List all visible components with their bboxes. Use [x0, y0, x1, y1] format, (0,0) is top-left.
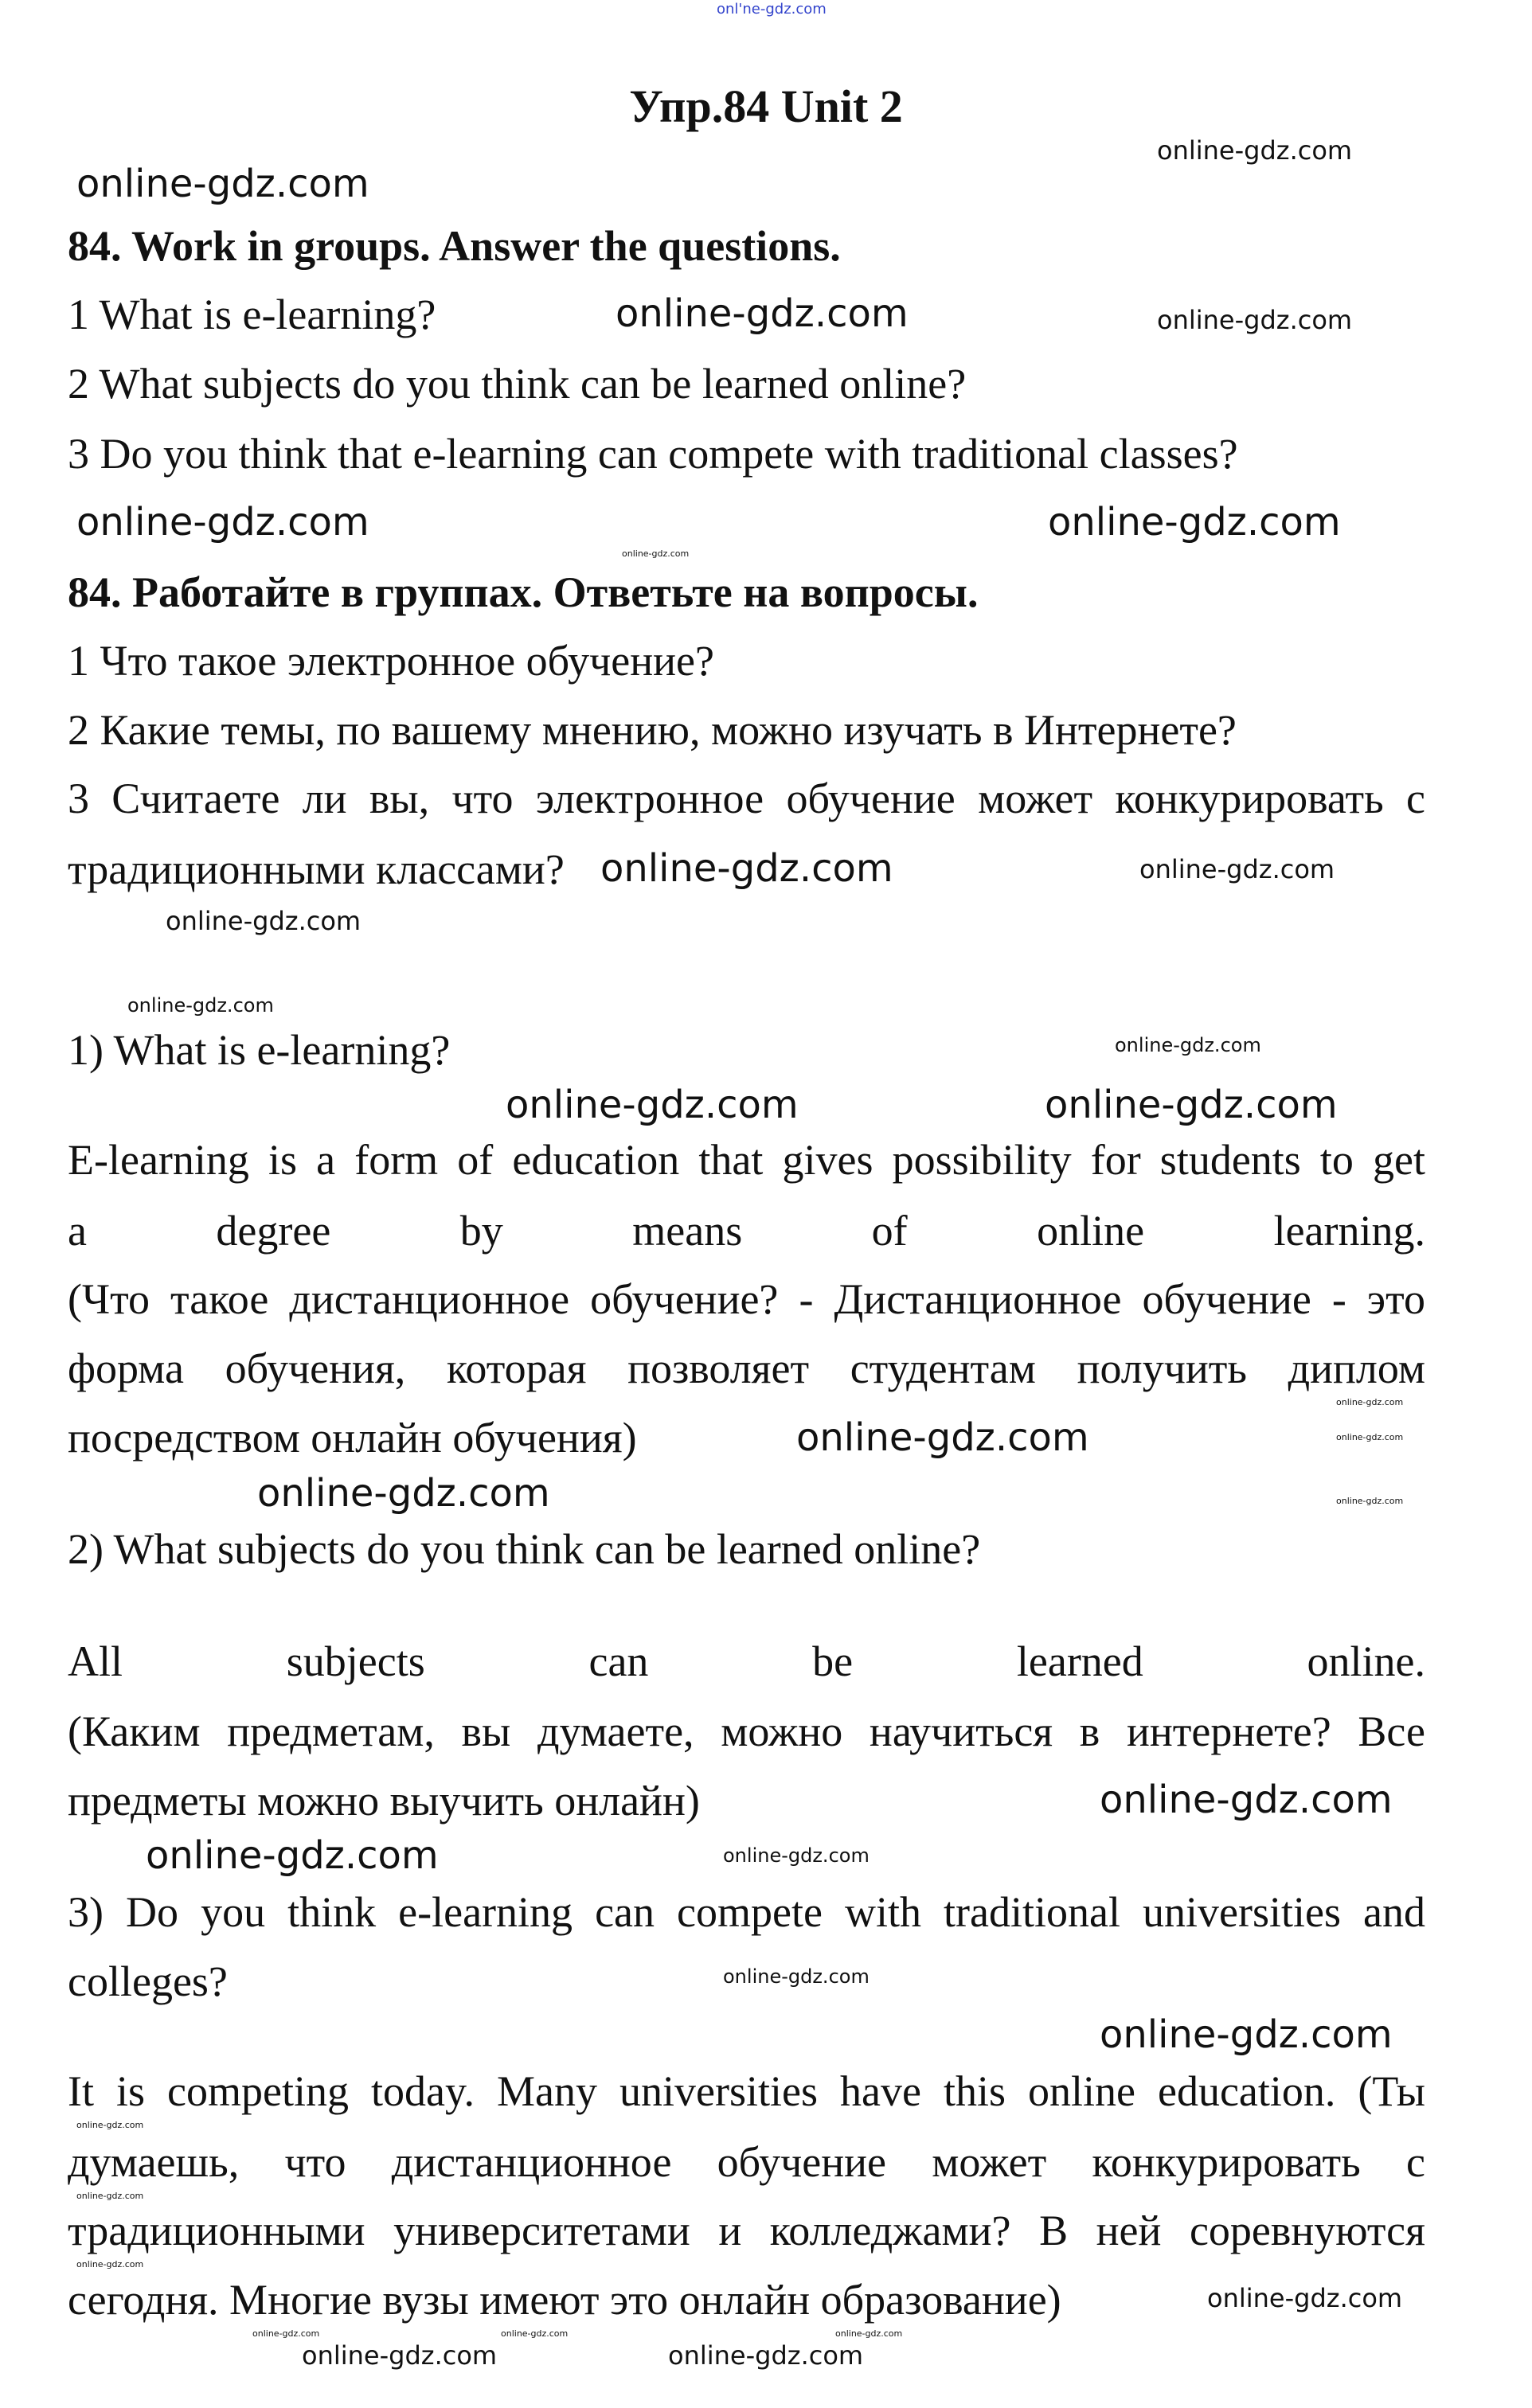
- answer-1-text: (Что такое дистанционное обучение? - Дистанционное обучение - это: [68, 1275, 1425, 1323]
- watermark: online-gdz.com: [1336, 1397, 1404, 1407]
- watermark: online-gdz.com: [257, 1471, 550, 1516]
- answer-1-text: посредством онлайн обучения): [68, 1414, 637, 1462]
- answer-3-question: 3) Do you think e-learning can compete with traditional universities and: [68, 1888, 1425, 1936]
- answer-1-question: 1) What is e-learning?: [68, 1026, 451, 1074]
- answer-2-text: All subjects can be learned online.: [68, 1637, 1425, 1685]
- russian-question: 2 Какие темы, по вашему мнению, можно изучать в Интернете?: [68, 706, 1237, 754]
- russian-question: 3 Считаете ли вы, что электронное обучение может конкурировать с: [68, 775, 1425, 822]
- answer-2-text: (Каким предметам, вы думаете, можно научиться в интернете? Все: [68, 1707, 1425, 1755]
- english-question: 2 What subjects do you think can be learned online?: [68, 360, 967, 408]
- page-title: Упр.84 Unit 2: [629, 80, 903, 132]
- watermark: online-gdz.com: [723, 1844, 870, 1867]
- watermark: online-gdz.com: [1115, 1034, 1261, 1056]
- russian-question: традиционными классами?: [68, 845, 565, 893]
- watermark: online-gdz.com: [506, 1083, 799, 1127]
- english-task-heading: 84. Work in groups. Answer the questions.: [68, 222, 841, 270]
- watermark: onl'ne-gdz.com: [717, 1, 827, 18]
- watermark: online-gdz.com: [1045, 1083, 1338, 1127]
- watermark: online-gdz.com: [835, 2328, 903, 2339]
- watermark: online-gdz.com: [302, 2340, 498, 2371]
- watermark: online-gdz.com: [76, 2259, 144, 2269]
- answer-3-text: It is competing today. Many universities have this online education. (Ты: [68, 2067, 1425, 2115]
- answer-3-text: думаешь, что дистанционное обучение может конкурировать с: [68, 2138, 1425, 2186]
- watermark: online-gdz.com: [127, 994, 274, 1017]
- watermark: online-gdz.com: [76, 2120, 144, 2130]
- watermark: online-gdz.com: [723, 1965, 870, 1988]
- answer-2-text: предметы можно выучить онлайн): [68, 1777, 700, 1825]
- watermark: online-gdz.com: [616, 291, 909, 336]
- watermark: online-gdz.com: [1157, 135, 1353, 166]
- watermark: online-gdz.com: [76, 162, 369, 206]
- watermark: online-gdz.com: [1048, 500, 1341, 544]
- watermark: online-gdz.com: [600, 846, 893, 891]
- watermark: online-gdz.com: [252, 2328, 320, 2339]
- watermark: online-gdz.com: [146, 1833, 439, 1878]
- answer-1-text: E-learning is a form of education that gives possibility for students to get: [68, 1136, 1425, 1184]
- watermark: online-gdz.com: [1157, 305, 1353, 335]
- watermark: online-gdz.com: [1100, 1778, 1393, 1822]
- answer-3-question: colleges?: [68, 1957, 228, 2005]
- watermark: online-gdz.com: [1336, 1432, 1404, 1442]
- english-question: 3 Do you think that e-learning can compete with traditional classes?: [68, 430, 1238, 478]
- answer-3-text: традиционными университетами и колледжами? В ней соревнуются: [68, 2207, 1425, 2254]
- watermark: online-gdz.com: [668, 2340, 864, 2371]
- watermark: online-gdz.com: [76, 500, 369, 544]
- answer-3-text: сегодня. Многие вузы имеют это онлайн образование): [68, 2276, 1061, 2324]
- russian-question: 1 Что такое электронное обучение?: [68, 637, 714, 685]
- watermark: online-gdz.com: [796, 1415, 1089, 1460]
- answer-1-text: форма обучения, которая позволяет студентам получить диплом: [68, 1344, 1425, 1392]
- watermark: online-gdz.com: [76, 2191, 144, 2201]
- watermark: online-gdz.com: [622, 548, 690, 559]
- russian-task-heading: 84. Работайте в группах. Ответьте на вопросы.: [68, 568, 979, 616]
- watermark: online-gdz.com: [166, 906, 362, 936]
- watermark: online-gdz.com: [1100, 2012, 1393, 2057]
- answer-2-question: 2) What subjects do you think can be learned online?: [68, 1525, 981, 1573]
- watermark: online-gdz.com: [1139, 854, 1335, 884]
- answer-1-text: a degree by means of online learning.: [68, 1207, 1425, 1255]
- watermark: online-gdz.com: [501, 2328, 569, 2339]
- watermark: online-gdz.com: [1336, 1496, 1404, 1506]
- watermark: online-gdz.com: [1207, 2283, 1403, 2313]
- english-question: 1 What is e-learning?: [68, 291, 436, 338]
